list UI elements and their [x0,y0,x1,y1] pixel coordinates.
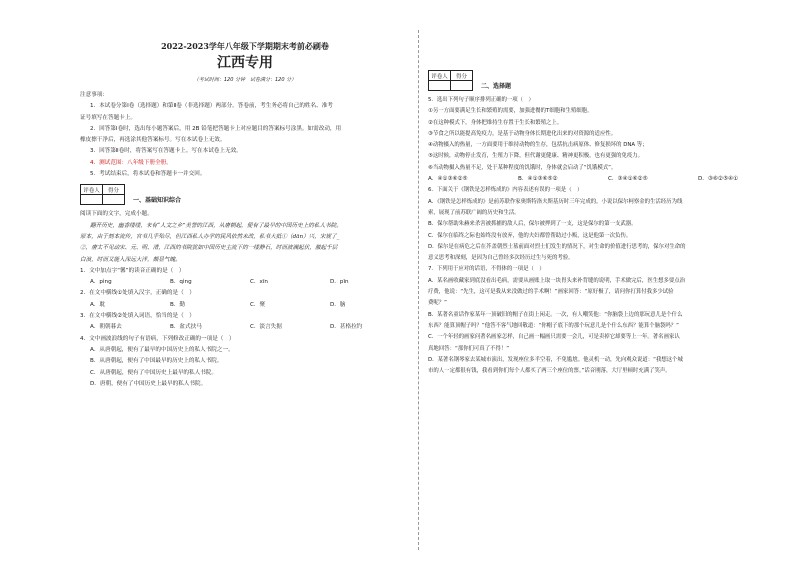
question-2: 2．在文中横线①处填入汉字，正确的是（ ） [80,290,195,297]
grader-label: 评卷人 [81,185,103,195]
option: A．④①③⑥②⑤ [428,176,468,183]
note-line: 橡皮擦干净后，再选涂其他答案标号。写在本试卷上无效。 [80,137,226,144]
option: C．保尔在临终之际也始终没有放弃，他的夫妇都曾帮助过小贩，这是他第一次负伤。 [428,232,632,239]
option: B．保尔帮助朱赫来杀害被抓捕的敌人后，保尔被押到了一支，这是保尔的第一支武器。 [428,221,637,228]
option: D．③⑥②⑤④① [698,176,738,183]
exam-info: （考试时间：120 分钟 试卷满分：120 分） [193,77,297,83]
option: B．④①③⑥⑤② [518,176,558,183]
score-box-section1 [80,184,410,205]
note-line-scope: 4．测试范围：八年级下册全册。 [90,159,172,166]
option-cont: 费呢？” [428,300,447,307]
score-label: 得分 [451,71,473,81]
option-cont: 意义思考和深刻，是因为自己曾经多次经历过生与死的考验。 [428,255,574,262]
note-line: 1．本试卷分第Ⅰ卷（选择题）和第Ⅱ卷（非选择题）两部分。答卷前，考生务必将自己的姓名、准考 [90,103,333,110]
score-cell [103,195,125,205]
option: C．xīn [250,279,268,286]
sentence-item: ④动物摄入的热量，一方面要用于维持动物的生存，包括抗击病原体、修复损坏的 DNA 等； [428,142,648,149]
question-3-options [80,322,410,333]
question-1: 1．文中加点字“馨”的读音正确的是（ ） [80,267,185,274]
option: D．脑 [330,301,346,308]
sentence-item: ①另一方面要满足生长和繁殖的需要，加强进餐的T细胞和生殖细胞。 [428,108,593,115]
option: B．qìng [170,279,192,286]
score-table [80,184,125,205]
option-cont: 东西？能算顶帽子吗？”他答不客气地回敬道：“你帽子底下的那个玩意儿是个什么东西？能算个脑袋吗？” [428,322,679,329]
option: A．《钢铁是怎样炼成的》是前苏联作家奥斯特洛夫斯基历时三年完成的，小说以保尔柯察金的生活经历为线 [428,198,683,205]
option-cont: 真地回答：“那你们可真了不得！” [428,345,510,352]
option: D．某著名钢琴家去某城市演出，发现座位多半空着，不免尴尬。他灵机一动，先向观众说道：“我想这个城 [428,356,683,363]
grader-cell [429,81,451,91]
passage-line: 白浪，时而又能入深远大洋，颇显气魄。 [80,256,181,263]
passage-line: 原本，由于刻本流传，官书几乎殆尽，但江西私人办学的民风依然未改，私书大抵①（dān）兴，宋规了_ [80,233,340,240]
right-column [428,70,788,377]
question-7: 7．下列用于应对的话语，不得体的一项是（ ） [428,266,545,273]
option: C．从唐朝起，便有了中国历史上最早的私人书院。 [90,369,217,376]
score-cell [451,81,473,91]
question-6: 6．下面关于《钢铁是怎样炼成的》内容表述有误的一项是（ ） [428,187,583,194]
question-4: 4．文中画波浪线的句子有语病，下列修改正确的一项是（ ） [80,335,235,342]
question-5-options [428,174,788,185]
option: A．某名画收藏家到底没看出毛病，需要从画账上取一块胃头来补背缝的说明，手术做完后，医生想多要点治 [428,277,686,284]
option-cont: 市的人一定都很有钱，我看到你们每个人都买了两三个座位的票。”话音刚落，大厅里顿时充满了笑声。 [428,368,671,375]
option: B．从唐朝起，便有了中国最早的历史上的私人书院。 [90,358,223,365]
option: D．保尔是在病危之后在芥盖朝烈士墓前面对烈士们发生的情况下，对生命的价值进行思考的，保尔对生命的 [428,243,686,250]
section1-title: 一、基础知识综合 [133,197,182,205]
option-cont: 索，展现了前苏联广阔的历史和生活。 [428,209,520,216]
note-line: 5．考试结束后，将本试卷和答题卡一并交回。 [90,171,206,178]
score-box-section2 [428,70,788,91]
option: D．甚格拉钓 [330,324,363,331]
option: C．③④①⑥②⑤ [608,176,648,183]
option: D．pīn [330,279,349,286]
option-cont: 疗费，他说：“先生，这可是我从来没做过的手术啊！”画家回答：“原好极了，请问你打算付我多少试验 [428,289,674,296]
option: D．唐朝，便有了中国历史上最早的私人书院。 [90,380,207,387]
question-2-options [80,300,410,311]
option: B．盆式扶马 [170,324,202,331]
sentence-item: ②在这种模式下，身体把维持生存置于生长和繁殖之上。 [428,119,563,126]
note-line: 2．回答第Ⅰ卷时，选出每小题答案后，用 2B 铅笔把答题卡上对应题目的答案标号涂黑。如需改动，用 [90,125,342,132]
option: C．聚 [250,301,266,308]
option: A．从唐朝起，便有了最早的中国历史上的私人书院之一。 [90,346,234,353]
option: A．朝朝暮去 [90,324,122,331]
question-1-options [80,277,410,288]
option: B．勤 [170,301,186,308]
section1-intro: 阅读下面的文字，完成小题。 [80,211,153,218]
score-label: 得分 [103,185,125,195]
option: B．某著名童话作家某年一顶破旧的帽子在街上闲走。一次，有人嘲笑他：“你脑袋上边的那玩意儿是个什么 [428,311,683,318]
section2-title: 二、选择题 [481,83,512,90]
exam-title: 2022-2023学年八年级下学期期末考前必刷卷 [161,41,329,51]
grader-cell [81,195,103,205]
region-title: 江西专用 [217,55,273,71]
passage-line: 翻开历史，幽香缕缕，来有“人文之乡”美誉的江西，从唐朝起，便有了最早的中国历史上的私人书院。 [90,222,342,229]
sentence-item: ⑤这时候，动物停止发育，生殖力下降，但代谢更健康、精神更积极，也有更强的免疫力。 [428,153,644,160]
grader-label: 评卷人 [429,71,451,81]
question-5: 5．选出下列句子顺序排列正确的一项（ ） [428,97,534,103]
score-table [428,70,473,91]
option: C．淡言失据 [250,324,282,331]
sentence-item: ⑥当动物摄入热量不足，处于某种程度的饥饿时，身体就会启动了“饥饿模式”。 [428,164,617,171]
note-line: 3．回答第Ⅱ卷时，将答案写在答题卡上。写在本试卷上无效。 [90,148,242,155]
passage-line: ②，唐太不见动宋、元、明、清，江西的书院犹如中国历史主流下的一缕静石，时而波澜起伏，激起千层 [80,245,338,252]
option: A．耽 [90,301,106,308]
sentence-item: ③节食之所以能提高免疫力，是基于动物身体长期进化出来的对资源的适应性。 [428,130,617,137]
question-3: 3．在文中横线②处填入词语，恰当的是（ ） [80,313,195,320]
left-column [80,40,410,390]
column-divider [418,30,419,550]
note-line: 证号填写在答题卡上。 [80,114,136,121]
option: A．pìng [90,279,112,286]
notes-heading: 注意事项： [80,92,108,98]
option: C．一个年轻的画家问著名画家怎样，自己画一幅画只需要一会儿，可是卖掉它却要等上一年。著名画家认 [428,334,680,341]
